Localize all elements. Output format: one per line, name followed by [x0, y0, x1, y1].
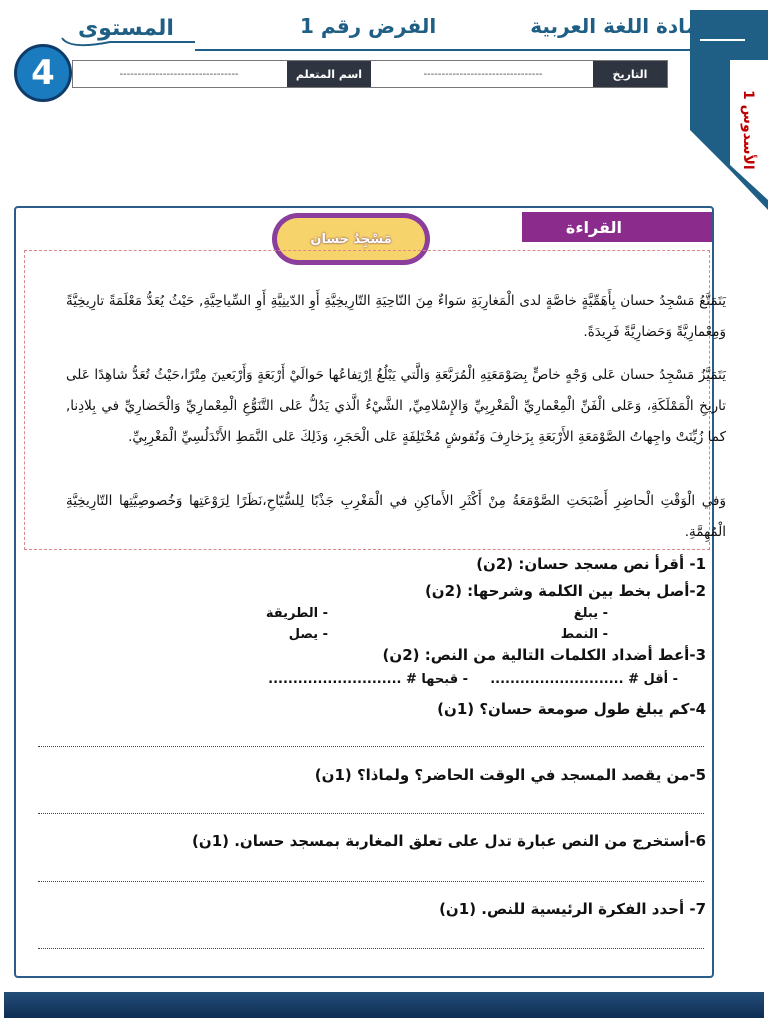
exam-title: الفرض رقم 1: [300, 14, 437, 38]
subject-title: مادة اللغة العربية: [530, 14, 698, 38]
question-6: 6-أستخرج من النص عبارة تدل على تعلق المغاربة بمسجد حسان. (1ن): [192, 832, 706, 850]
question-1: 1- أقرأ نص مسجد حسان: (2ن): [476, 555, 706, 573]
question-2: 2-أصل بخط بين الكلمة وشرحها: (2ن): [424, 582, 706, 600]
date-label: التاريخ: [593, 61, 667, 87]
q2-word-2: - النمط: [560, 627, 608, 642]
q2-word-1: - يبلغ: [573, 606, 608, 621]
reading-section-tab: القراءة: [522, 212, 712, 242]
q3-item-2[interactable]: - قبحها # ...........................: [268, 672, 468, 687]
student-name-label: اسم المتعلم: [287, 61, 371, 87]
level-badge: 4: [14, 44, 72, 102]
footer-bar: [4, 992, 764, 1018]
question-7: 7- أحدد الفكرة الرئيسية للنص. (1ن): [439, 900, 706, 918]
q2-meaning-1: - الطريقة: [265, 606, 328, 621]
paragraph-1: يَتَمَتَّعُ مَسْجِدُ حسان بِأَهَمِّيَّةٍ خاصَّةٍ لدى الْمَغارِبَةِ سَواءٌ مِنَ النّاحِيَةِ التّارِيخِيَّةِ أَوِ الدّينِيَّةِ أَوِ السِّياحِيَّةِ, حَيْثُ يُعَدُّ مَعْلَمَةً تارِيخِيَّةً وَمِعْمارِيَّةً وَحَضارِيَّةً فَرِيدَةً.: [66, 293, 726, 340]
question-5: 5-من يقصد المسجد في الوقت الحاضر؟ ولماذا؟ (1ن): [314, 766, 706, 784]
question-3: 3-أعط أضداد الكلمات التالية من النص: (2ن): [382, 646, 706, 664]
q2-meaning-2: - يصل: [288, 627, 328, 642]
answer-line-5[interactable]: [38, 812, 704, 814]
question-4: 4-كم يبلغ طول صومعة حسان؟ (1ن): [437, 700, 706, 718]
answer-line-6[interactable]: [38, 880, 704, 882]
q3-item-1[interactable]: - أقل # ...........................: [490, 672, 678, 687]
answer-line-4[interactable]: [38, 745, 704, 747]
paragraph-3: وَفي الْوَقْتِ الْحاضِرِ أَصْبَحَتِ الصَّوْمَعَةُ مِنْ أَكْثَرِ الأَماكِنِ في الْمَغْرِبِ جَذْبًا لِلسُّيّاحِ،نَظَرًا لِرَوْعَتِها وَخُصوصِيَّتِها التّارِيخِيَّةِ الْمُهِمَّةِ.: [66, 493, 726, 540]
level-label: المستوى: [78, 16, 174, 41]
paragraph-2: يَتَمَيَّزُ مَسْجِدُ حسان عَلى وَجْهٍ خاصٍّ بِصَوْمَعَتِهِ الْمُرَبَّعَةِ وَالَّتي يَبْلُغُ اِرْتِفاعُها حَوالَيْ أَرْبَعَةٍ وَأَرْبَعينَ مِتْرًا،حَيْثُ تُعَدُّ شاهِدًا عَلى تاريخِ الْمَمْلَكَةِ، وَعَلى الْفَنِّ الْمِعْمارِيِّ الْمَغْرِبِيِّ وَالإِسْلامِيِّ, الشَّيْءُ الَّذي يَدُلُّ عَلى التَّنَوُّعِ الْمِعْمارِيِّ وَالْحَضارِيِّ في بِلادِنا, كما زُيِّنَتْ واجِهاتُ الصَّوْمَعَةِ الأَرْبَعَةِ بِزَخارِفَ وَنُقوشٍ مُخْتَلِفَةٍ عَلى الْحَجَرِ، وَذَلِكَ عَلى النَّمَطِ الأَنْدَلُسِيِّ الْمَغْرِبِيِّ.: [66, 367, 726, 445]
date-field[interactable]: ---------------------------------: [423, 68, 543, 80]
student-info-bar: [72, 60, 668, 88]
semester-label: الأسدوس 1: [740, 90, 756, 170]
text-title-cloud: مَسْجِدُ حسان: [277, 218, 425, 260]
answer-line-7[interactable]: [38, 947, 704, 949]
student-name-field[interactable]: ---------------------------------: [119, 68, 239, 80]
